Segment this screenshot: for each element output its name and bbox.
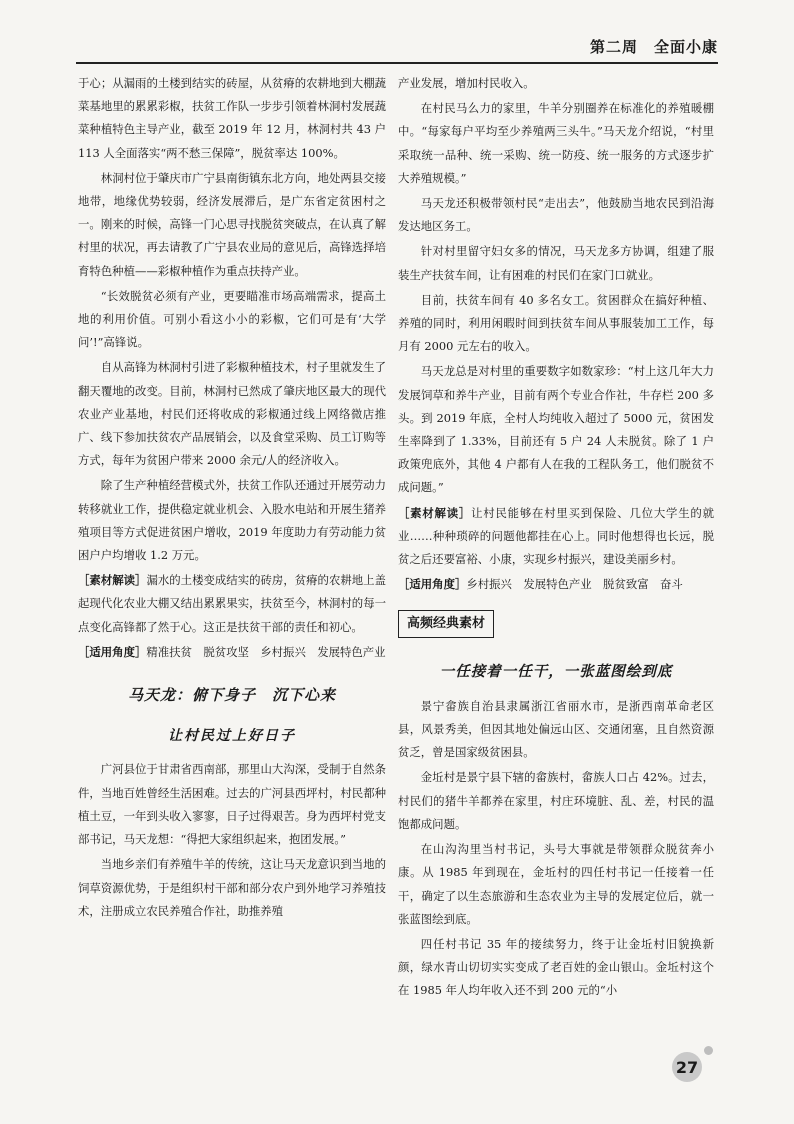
- right-column: [398, 72, 714, 1005]
- person-heading: 马天龙：俯下身子 沉下心来: [127, 686, 336, 705]
- section-title-box: 高频经典素材: [398, 610, 494, 637]
- header-rule: [76, 62, 718, 64]
- applicable-angle: [398, 573, 714, 596]
- interpretation-label: ［素材解读］: [78, 573, 147, 588]
- paragraph: 四任村书记 35 年的接续努力，终于让金坵村旧貌换新颜，绿水青山切切实实变成了老百姓的金山银山。金坵村这个在 1985 年人均年收入还不到 200 元的“小: [398, 936, 714, 998]
- angle-label: ［适用角度］: [398, 577, 467, 592]
- classic-heading: 一任接着一任干，一张蓝图绘到底: [439, 662, 673, 680]
- material-interpretation: [78, 569, 386, 639]
- paragraph: 于心；从漏雨的土楼到结实的砖屋，从贫瘠的农耕地到大棚蔬菜基地里的累累彩椒，扶贫工作队一步步引领着林洞村发展蔬菜种植特色主导产业，截至 2019 年 12 月，林洞村共 43 户 113 人全面落实“两不愁三保障”，脱贫率达 100%。: [78, 76, 386, 160]
- paragraph: 在村民马么力的家里，牛羊分别圈养在标准化的养殖暖棚中。“每家每户平均至少养殖两三头牛。”马天龙介绍说，“村里采取统一品种、统一采购、统一防疫、统一服务的方式逐步扩大养殖规模。”: [398, 101, 714, 185]
- material-interpretation: [398, 502, 714, 572]
- page-header-title: 第二周 全面小康: [589, 38, 718, 56]
- paragraph: 马天龙还积极带领村民“走出去”，他鼓励当地农民到沿海发达地区务工。: [398, 196, 714, 234]
- decorative-dot: [704, 1046, 713, 1055]
- angle-label: ［适用角度］: [78, 644, 147, 659]
- left-column: [78, 72, 386, 925]
- paragraph: 马天龙总是对村里的重要数字如数家珍：“村上这几年大力发展饲草和养牛产业，目前有两个专业合作社，牛存栏 200 多头。到 2019 年底，全村人均纯收入超过了 5000 元，贫困发生率降到了 1.33%，目前还有 5 户 24 人未脱贫。除了 1 户政策兜底外，其他 4 户都有人在我的工程队务工，他们脱贫不成问题。”: [398, 364, 714, 495]
- interpretation-label: ［素材解读］: [398, 505, 472, 520]
- paragraph: 产业发展，增加村民收入。: [398, 76, 535, 90]
- paragraph: 目前，扶贫车间有 40 多名女工。贫困群众在搞好种植、养殖的同时，利用闲暇时间到扶贫车间从事服装加工工作，每月有 2000 元左右的收入。: [398, 292, 714, 354]
- angle-text: 精准扶贫 脱贫攻坚 乡村振兴 发展特色产业: [146, 644, 386, 659]
- paragraph: 景宁畲族自治县隶属浙江省丽水市，是浙西南革命老区县，风景秀美，但因其地处偏远山区、交通闭塞，且自然资源贫乏，曾是国家级贫困县。: [398, 698, 714, 760]
- paragraph: 在山沟沟里当村书记，头号大事就是带领群众脱贫奔小康。从 1985 年到现在，金坵村的四任村书记一任接着一任干，确定了以生态旅游和生态农业为主导的发展定位后，就一张蓝图绘到底。: [398, 842, 714, 926]
- paragraph: “长效脱贫必须有产业，更要瞄准市场高端需求，提高土地的利用价值。可别小看这小小的彩椒，它们可是有‘大学问’!”高锋说。: [78, 288, 386, 350]
- paragraph: 自从高锋为林洞村引进了彩椒种植技术，村子里就发生了翻天覆地的改变。目前，林洞村已然成了肇庆地区最大的现代农业产业基地，村民们还将收成的彩椒通过线上网络微店推广、线下参加扶贫农产品展销会，以及食堂采购、员工订购等方式，每年为贫困户带来 2000 余元/人的经济收入。: [78, 360, 386, 468]
- paragraph: 针对村里留守妇女多的情况，马天龙多方协调，组建了服装生产扶贫车间，让有困难的村民们在家门口就业。: [398, 244, 714, 282]
- page-number: 27: [672, 1052, 702, 1082]
- interpretation-text: 让村民能够在村里买到保险、几位大学生的就业……种种琐碎的问题他都挂在心上。同时他想得也长远，脱贫之后还要富裕、小康，实现乡村振兴，建设美丽乡村。: [398, 505, 714, 567]
- angle-text: 乡村振兴 发展特色产业 脱贫致富 奋斗: [466, 577, 683, 592]
- interpretation-text: 漏水的土楼变成结实的砖房，贫瘠的农耕地上盖起现代化农业大棚又结出累累果实，扶贫至今，林洞村的每一点变化高锋都了然于心。这正是扶贫干部的责任和初心。: [78, 573, 386, 634]
- paragraph: 林洞村位于肇庆市广宁县南街镇东北方向，地处两县交接地带，地缘优势较弱，经济发展滞后，是广东省定贫困村之一。刚来的时候，高锋一门心思寻找脱贫突破点，在认真了解村里的状况，再去请教了广宁县农业局的意见后，高锋选择培育特色种植——彩椒种植作为重点扶持产业。: [78, 170, 386, 278]
- paragraph: 除了生产种植经营模式外，扶贫工作队还通过开展劳动力转移就业工作，提供稳定就业机会、入股水电站和开展生猪养殖项目等方式促进贫困户增收，2019 年度助力有劳动能力贫困户户均增收 1.2 万元。: [78, 478, 386, 563]
- paragraph: 当地乡亲们有养殖牛羊的传统，这让马天龙意识到当地的饲草资源优势，于是组织村干部和部分农户到外地学习养殖技术，注册成立农民养殖合作社，助推养殖: [78, 857, 386, 918]
- paragraph: 金坵村是景宁县下辖的畲族村，畲族人口占 42%。过去，村民们的猪牛羊都养在家里，村庄环境脏、乱、差，村民的温饱都成问题。: [398, 770, 714, 831]
- paragraph: 广河县位于甘肃省西南部，那里山大沟深，受制于自然条件，当地百姓曾经生活困难。过去的广河县西坪村，村民都种植土豆，一年到头收入寥寥，日子过得艰苦。身为西坪村党支部书记，马天龙想：“得把大家组织起来，抱团发展。”: [78, 762, 386, 847]
- applicable-angle: [78, 641, 386, 664]
- sub-heading: 让村民过上好日子: [168, 728, 296, 745]
